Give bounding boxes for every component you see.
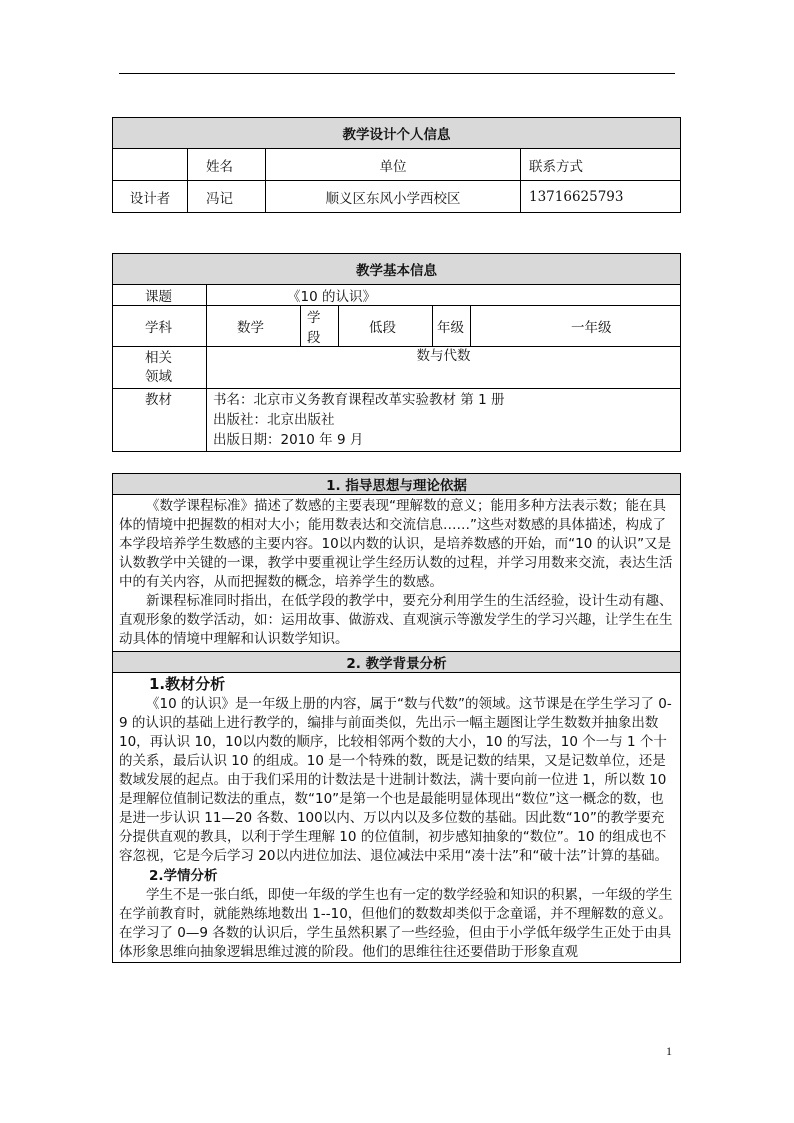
header-rule — [119, 73, 675, 74]
personal-info-title: 教学设计个人信息 — [113, 118, 681, 149]
designer-phone: 13716625793 — [521, 181, 681, 213]
textbook-publisher: 出版社：北京出版社 — [213, 412, 335, 428]
section2-sub2: 2.学情分析 — [149, 868, 218, 884]
stage-label: 学段 — [301, 306, 339, 347]
section1-title: 1. 指导思想与理论依据 — [113, 474, 681, 495]
section2-body — [113, 673, 681, 963]
textbook-name: 书名：北京市义务教育课程改革实验教材 第 1 册 — [213, 392, 505, 408]
field-value: 数与代数 — [207, 347, 681, 389]
basic-info-table — [112, 253, 681, 452]
section2-title: 2. 教学背景分析 — [113, 652, 681, 673]
section1-paragraph-2: 新课程标准同时指出，在低学段的教学中，要充分利用学生的生活经验，设计生动有趣、直观形象的数学活动，如：运用故事、做游戏、直观演示等激发学生的学习兴趣，让学生在生动具体的情境中理解和认识数学知识。 — [119, 593, 673, 647]
grade-value: 一年级 — [471, 306, 681, 347]
designer-label: 设计者 — [113, 181, 188, 213]
basic-info-title: 教学基本信息 — [113, 254, 681, 285]
stage-value: 低段 — [339, 306, 433, 347]
subject-label: 学科 — [113, 306, 207, 347]
field-label-line1: 相关 — [145, 349, 172, 366]
section1-paragraph-1: 《数学课程标准》描述了数感的主要表现“理解数的意义；能用多种方法表示数；能在具体的情境中把握数的相对大小；能用数表达和交流信息……”这些对数感的具体描述，构成了本学段培养学生数感的主要内容。10以内数的认识，是培养数感的开始，而“10 的认识”又是认数教学中关键的一课，教学中要重视让学生经历认数的过程，并学习用数来交流，表达生活中的有关内容，从而把握数的概念，培养学生的数感。 — [119, 498, 673, 590]
subject-value: 数学 — [207, 306, 301, 347]
designer-unit: 顺义区东风小学西校区 — [266, 181, 521, 213]
topic-value: 《10 的认识》 — [207, 285, 681, 306]
section1-body — [113, 495, 681, 652]
empty-cell — [113, 149, 188, 181]
content-table — [112, 473, 681, 963]
section2-sub1: 1.教材分析 — [149, 675, 226, 693]
section2-paragraph-2: 学生不是一张白纸，即使一年级的学生也有一定的数学经验和知识的积累，一年级的学生在学前教育时，就能熟练地数出 1--10，但他们的数数却类似于念童谣，并不理解数的意义。在学习了 0—9 各数的认识后，学生虽然积累了一些经验，但由于小学低年级学生正处于由具体形象思维向抽象逻辑思维过渡的阶段。他们的思维往往还要借助于形象直观 — [119, 887, 673, 960]
col-unit: 单位 — [266, 149, 521, 181]
personal-info-table — [112, 117, 681, 213]
field-label — [113, 347, 207, 389]
designer-name: 冯记 — [188, 181, 266, 213]
topic-label: 课题 — [113, 285, 207, 306]
col-name: 姓名 — [188, 149, 266, 181]
field-label-line2: 领域 — [145, 368, 172, 385]
textbook-label: 教材 — [113, 389, 207, 452]
grade-label: 年级 — [433, 306, 471, 347]
page-number: 1 — [666, 1044, 672, 1058]
textbook-date: 出版日期：2010 年 9 月 — [213, 432, 364, 448]
textbook-info — [207, 389, 681, 452]
col-contact: 联系方式 — [521, 149, 681, 181]
section2-paragraph-1: 《10 的认识》是一年级上册的内容，属于“数与代数”的领域。这节课是在学生学习了 0-9 的认识的基础上进行教学的，编排与前面类似，先出示一幅主题图让学生数数并抽象出数 10，再认识 10，10以内数的顺序，比较相邻两个数的大小，10 的写法，10 个一与 1 个十的关系，最后认识 10 的组成。10 是一个特殊的数，既是记数的结果，又是记数单位，还是数域发展的起点。由于我们采用的计数法是十进制计数法，满十要向前一位进 1，所以数 10 是理解位值制记数法的重点，数“10”是第一个也是最能明显体现出“数位”这一概念的数，也是进一步认识 11—20 各数、100以内、万以内以及多位数的基础。因此数“10”的教学要充分提供直观的教具，以利于学生理解 10 的位值制，初步感知抽象的“数位”。10 的组成也不容忽视，它是今后学习 20以内进位加法、退位减法中采用“凑十法”和“破十法”计算的基础。 — [119, 696, 672, 864]
